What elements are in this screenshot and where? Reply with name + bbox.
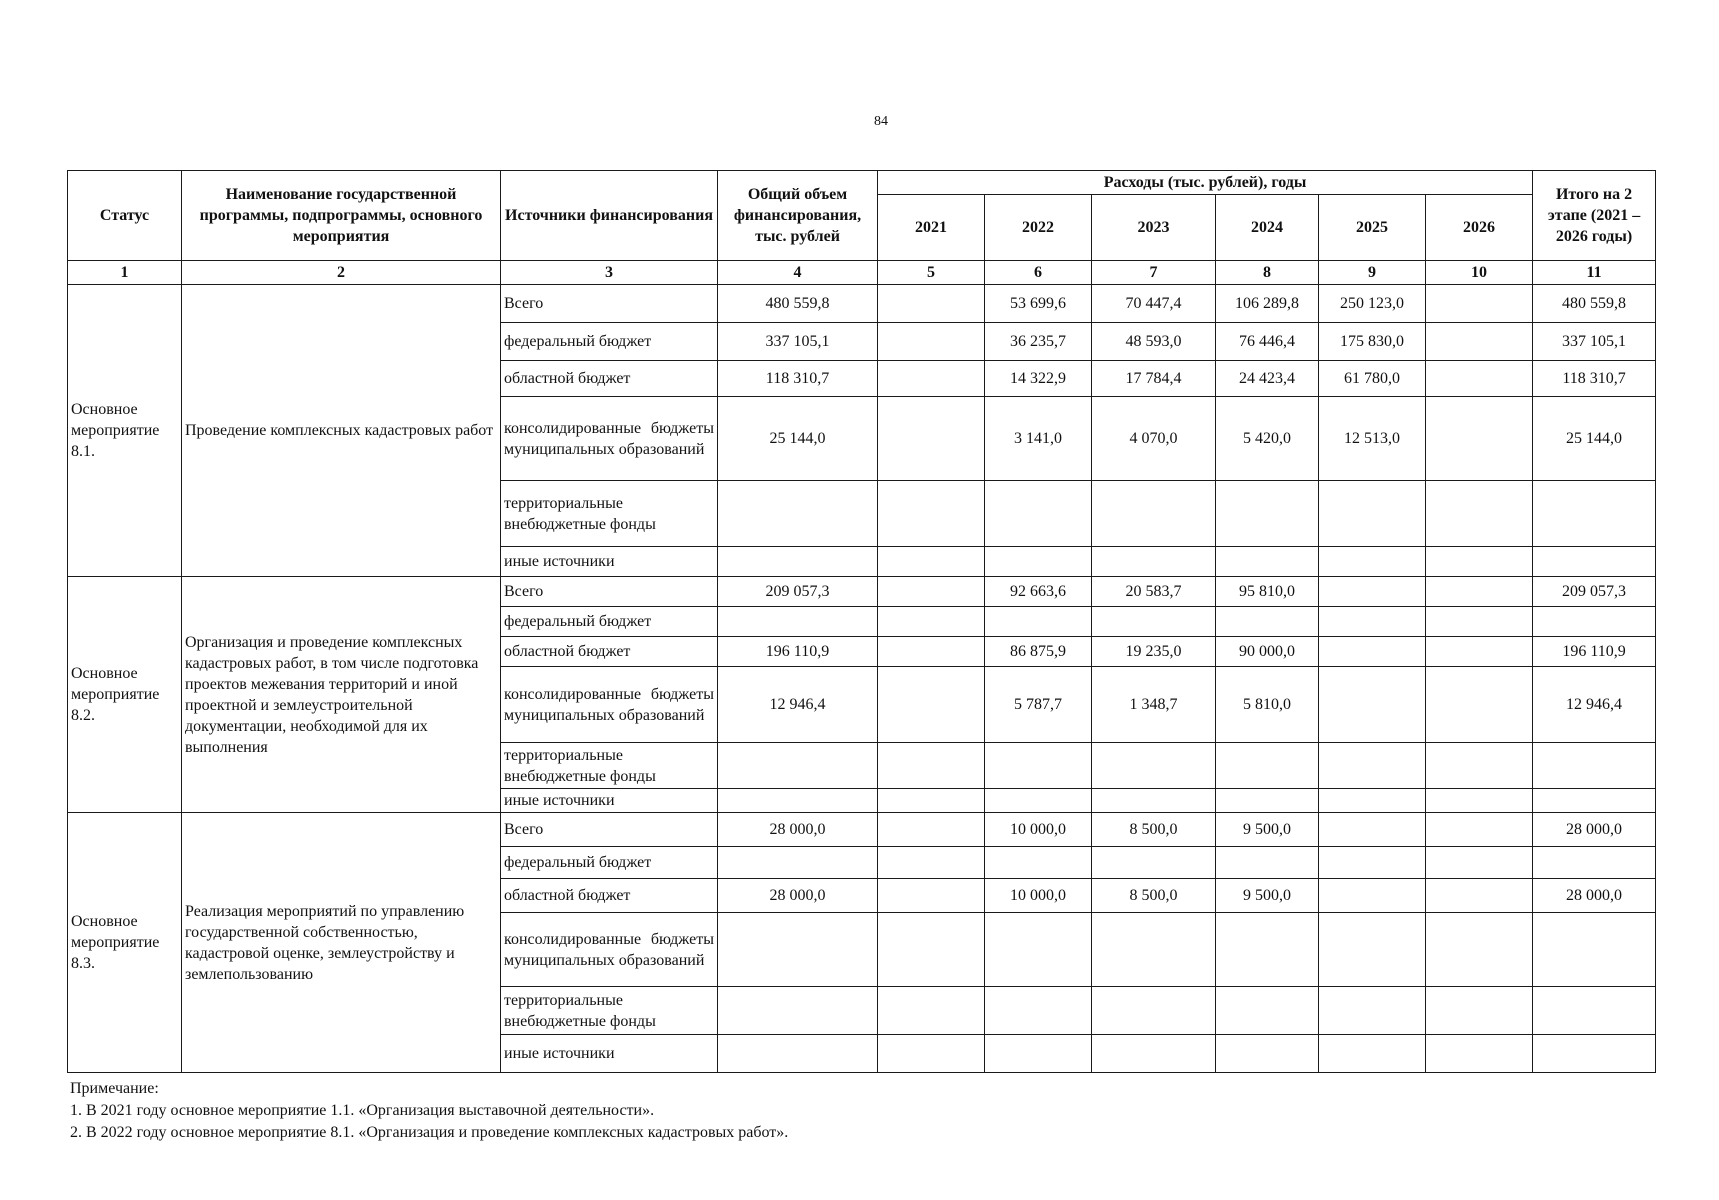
amount-y2022 xyxy=(985,481,1092,547)
amount-y2026 xyxy=(1426,813,1533,847)
amount-y2022: 3 141,0 xyxy=(985,397,1092,481)
amount-y2024 xyxy=(1216,1035,1319,1073)
amount-y2024 xyxy=(1216,743,1319,789)
amount-y2024 xyxy=(1216,607,1319,637)
column-index: 6 xyxy=(985,261,1092,285)
amount-y2023 xyxy=(1092,847,1216,879)
amount-stage-total xyxy=(1533,789,1656,813)
amount-y2023: 70 447,4 xyxy=(1092,285,1216,323)
funding-source-label: федеральный бюджет xyxy=(504,333,652,350)
amount-y2023 xyxy=(1092,481,1216,547)
amount-y2026 xyxy=(1426,743,1533,789)
amount-y2026 xyxy=(1426,1035,1533,1073)
amount-y2024 xyxy=(1216,987,1319,1035)
amount-y2021 xyxy=(878,813,985,847)
funding-source xyxy=(501,879,718,913)
amount-stage-total: 196 110,9 xyxy=(1533,637,1656,667)
amount-y2022: 5 787,7 xyxy=(985,667,1092,743)
amount-total xyxy=(718,481,878,547)
amount-y2024 xyxy=(1216,481,1319,547)
amount-y2024 xyxy=(1216,547,1319,577)
amount-y2025 xyxy=(1319,1035,1426,1073)
table-row xyxy=(68,813,1656,847)
column-index: 10 xyxy=(1426,261,1533,285)
amount-y2026 xyxy=(1426,323,1533,361)
header-expenses-group: Расходы (тыс. рублей), годы xyxy=(878,171,1533,195)
amount-y2022 xyxy=(985,987,1092,1035)
amount-y2022: 10 000,0 xyxy=(985,879,1092,913)
amount-y2026 xyxy=(1426,361,1533,397)
column-index: 9 xyxy=(1319,261,1426,285)
amount-y2021 xyxy=(878,397,985,481)
amount-total xyxy=(718,743,878,789)
amount-stage-total: 28 000,0 xyxy=(1533,879,1656,913)
table-row xyxy=(68,285,1656,323)
amount-y2025 xyxy=(1319,667,1426,743)
funding-source-label: территориальные внебюджетные фонды xyxy=(504,494,656,533)
amount-y2026 xyxy=(1426,789,1533,813)
amount-y2021 xyxy=(878,577,985,607)
amount-y2023 xyxy=(1092,987,1216,1035)
column-index: 5 xyxy=(878,261,985,285)
amount-y2022 xyxy=(985,913,1092,987)
funding-source-label: областной бюджет xyxy=(504,370,631,387)
amount-y2024: 5 810,0 xyxy=(1216,667,1319,743)
amount-y2025 xyxy=(1319,577,1426,607)
funding-source-label: федеральный бюджет xyxy=(504,613,652,630)
amount-y2022 xyxy=(985,743,1092,789)
table-row xyxy=(68,577,1656,607)
amount-y2025 xyxy=(1319,547,1426,577)
activity-name: Реализация мероприятий по управлению государственной собственностью, кадастровой оценке, землеустройству и землепользованию xyxy=(182,813,501,1073)
column-index: 2 xyxy=(182,261,501,285)
funding-source xyxy=(501,547,718,577)
amount-y2026 xyxy=(1426,847,1533,879)
amount-y2025 xyxy=(1319,987,1426,1035)
amount-y2026 xyxy=(1426,547,1533,577)
note-item: 1. В 2021 году основное мероприятие 1.1. «Организация выставочной деятельности». xyxy=(70,1102,655,1119)
amount-y2021 xyxy=(878,847,985,879)
activity-name: Организация и проведение комплексных кадастровых работ, в том числе подготовка проектов межевания территорий и иной проектной и землеустроительной документации, необходимой для их выполнения xyxy=(182,577,501,813)
amount-stage-total: 28 000,0 xyxy=(1533,813,1656,847)
amount-y2025: 175 830,0 xyxy=(1319,323,1426,361)
amount-total xyxy=(718,847,878,879)
activity-status: Основное мероприятие 8.3. xyxy=(68,813,182,1073)
amount-y2026 xyxy=(1426,577,1533,607)
column-index: 11 xyxy=(1533,261,1656,285)
funding-source-label: консолидированные бюджеты муниципальных образований xyxy=(504,685,714,724)
amount-y2023 xyxy=(1092,547,1216,577)
amount-y2021 xyxy=(878,607,985,637)
amount-y2022: 10 000,0 xyxy=(985,813,1092,847)
amount-y2025 xyxy=(1319,813,1426,847)
funding-source xyxy=(501,285,718,323)
amount-y2025 xyxy=(1319,789,1426,813)
funding-source xyxy=(501,323,718,361)
amount-total: 196 110,9 xyxy=(718,637,878,667)
funding-source xyxy=(501,481,718,547)
amount-y2022: 92 663,6 xyxy=(985,577,1092,607)
funding-source xyxy=(501,789,718,813)
amount-stage-total xyxy=(1533,847,1656,879)
header-stage-total: Итого на 2 этапе (2021 – 2026 годы) xyxy=(1533,171,1656,261)
funding-source xyxy=(501,913,718,987)
amount-stage-total xyxy=(1533,607,1656,637)
amount-stage-total xyxy=(1533,481,1656,547)
funding-source xyxy=(501,987,718,1035)
funding-source xyxy=(501,607,718,637)
amount-y2022: 86 875,9 xyxy=(985,637,1092,667)
amount-y2023 xyxy=(1092,607,1216,637)
header-year: 2026 xyxy=(1426,195,1533,261)
amount-y2025 xyxy=(1319,847,1426,879)
amount-y2025 xyxy=(1319,607,1426,637)
header-status: Статус xyxy=(68,171,182,261)
amount-y2021 xyxy=(878,547,985,577)
header-year: 2022 xyxy=(985,195,1092,261)
funding-source-label: Всего xyxy=(504,295,544,312)
funding-source-label: областной бюджет xyxy=(504,887,631,904)
amount-y2022 xyxy=(985,789,1092,813)
activity-name: Проведение комплексных кадастровых работ xyxy=(182,285,501,577)
amount-y2021 xyxy=(878,1035,985,1073)
funding-source-label: областной бюджет xyxy=(504,643,631,660)
page-number: 84 xyxy=(874,114,888,129)
amount-y2024: 9 500,0 xyxy=(1216,879,1319,913)
amount-y2021 xyxy=(878,323,985,361)
amount-y2026 xyxy=(1426,987,1533,1035)
amount-y2021 xyxy=(878,637,985,667)
header-year: 2025 xyxy=(1319,195,1426,261)
amount-y2026 xyxy=(1426,481,1533,547)
amount-total: 12 946,4 xyxy=(718,667,878,743)
amount-y2026 xyxy=(1426,637,1533,667)
notes xyxy=(70,1078,1570,1144)
amount-y2023 xyxy=(1092,1035,1216,1073)
amount-stage-total xyxy=(1533,547,1656,577)
header-year: 2023 xyxy=(1092,195,1216,261)
funding-source-label: иные источники xyxy=(504,1045,615,1062)
amount-y2022 xyxy=(985,547,1092,577)
amount-y2026 xyxy=(1426,913,1533,987)
funding-source-label: Всего xyxy=(504,583,544,600)
column-index: 4 xyxy=(718,261,878,285)
amount-y2026 xyxy=(1426,879,1533,913)
column-index: 7 xyxy=(1092,261,1216,285)
funding-source-label: иные источники xyxy=(504,553,615,570)
financing-table xyxy=(67,170,1656,1073)
amount-y2022 xyxy=(985,607,1092,637)
amount-y2021 xyxy=(878,361,985,397)
notes-title: Примечание: xyxy=(70,1080,159,1097)
amount-stage-total: 12 946,4 xyxy=(1533,667,1656,743)
amount-y2023: 8 500,0 xyxy=(1092,813,1216,847)
amount-y2021 xyxy=(878,987,985,1035)
funding-source xyxy=(501,397,718,481)
amount-y2023: 1 348,7 xyxy=(1092,667,1216,743)
amount-y2023 xyxy=(1092,913,1216,987)
amount-total xyxy=(718,1035,878,1073)
amount-total: 118 310,7 xyxy=(718,361,878,397)
amount-total: 28 000,0 xyxy=(718,879,878,913)
amount-stage-total: 480 559,8 xyxy=(1533,285,1656,323)
amount-y2022: 14 322,9 xyxy=(985,361,1092,397)
funding-source-label: территориальные внебюджетные фонды xyxy=(504,746,656,785)
funding-source xyxy=(501,1035,718,1073)
funding-source xyxy=(501,637,718,667)
amount-y2024: 106 289,8 xyxy=(1216,285,1319,323)
amount-y2021 xyxy=(878,913,985,987)
column-index: 3 xyxy=(501,261,718,285)
amount-y2022 xyxy=(985,1035,1092,1073)
amount-total: 28 000,0 xyxy=(718,813,878,847)
funding-source xyxy=(501,813,718,847)
amount-y2023: 17 784,4 xyxy=(1092,361,1216,397)
amount-y2024: 9 500,0 xyxy=(1216,813,1319,847)
amount-y2023: 8 500,0 xyxy=(1092,879,1216,913)
amount-y2023 xyxy=(1092,743,1216,789)
funding-source-label: федеральный бюджет xyxy=(504,854,652,871)
amount-total xyxy=(718,547,878,577)
column-index: 8 xyxy=(1216,261,1319,285)
amount-total: 337 105,1 xyxy=(718,323,878,361)
amount-stage-total: 337 105,1 xyxy=(1533,323,1656,361)
amount-y2021 xyxy=(878,481,985,547)
funding-source xyxy=(501,361,718,397)
amount-y2021 xyxy=(878,789,985,813)
amount-total xyxy=(718,607,878,637)
amount-y2022: 53 699,6 xyxy=(985,285,1092,323)
header-source: Источники финансирования xyxy=(501,171,718,261)
amount-y2024: 76 446,4 xyxy=(1216,323,1319,361)
amount-total xyxy=(718,789,878,813)
funding-source xyxy=(501,577,718,607)
funding-source-label: консолидированные бюджеты муниципальных образований xyxy=(504,419,714,458)
amount-y2025 xyxy=(1319,879,1426,913)
amount-stage-total: 118 310,7 xyxy=(1533,361,1656,397)
amount-total xyxy=(718,913,878,987)
header-year: 2024 xyxy=(1216,195,1319,261)
amount-y2025 xyxy=(1319,637,1426,667)
amount-y2026 xyxy=(1426,667,1533,743)
amount-y2024 xyxy=(1216,913,1319,987)
amount-y2021 xyxy=(878,667,985,743)
amount-y2025 xyxy=(1319,481,1426,547)
amount-y2026 xyxy=(1426,397,1533,481)
amount-y2021 xyxy=(878,285,985,323)
funding-source xyxy=(501,847,718,879)
amount-stage-total xyxy=(1533,1035,1656,1073)
funding-source xyxy=(501,743,718,789)
amount-y2021 xyxy=(878,879,985,913)
column-index: 1 xyxy=(68,261,182,285)
funding-source-label: территориальные внебюджетные фонды xyxy=(504,991,656,1030)
amount-y2023 xyxy=(1092,789,1216,813)
amount-y2023: 48 593,0 xyxy=(1092,323,1216,361)
header-total: Общий объем финансирования, тыс. рублей xyxy=(718,171,878,261)
amount-total: 25 144,0 xyxy=(718,397,878,481)
amount-total xyxy=(718,987,878,1035)
amount-y2025: 61 780,0 xyxy=(1319,361,1426,397)
amount-y2026 xyxy=(1426,285,1533,323)
amount-y2024 xyxy=(1216,789,1319,813)
note-item: 2. В 2022 году основное мероприятие 8.1. «Организация и проведение комплексных кадастровых работ». xyxy=(70,1124,789,1141)
amount-y2024: 90 000,0 xyxy=(1216,637,1319,667)
amount-y2022: 36 235,7 xyxy=(985,323,1092,361)
amount-y2024 xyxy=(1216,847,1319,879)
amount-stage-total: 209 057,3 xyxy=(1533,577,1656,607)
funding-source xyxy=(501,667,718,743)
amount-y2025: 250 123,0 xyxy=(1319,285,1426,323)
amount-y2023: 20 583,7 xyxy=(1092,577,1216,607)
amount-total: 480 559,8 xyxy=(718,285,878,323)
header-name: Наименование государственной программы, подпрограммы, основного мероприятия xyxy=(182,171,501,261)
activity-status: Основное мероприятие 8.2. xyxy=(68,577,182,813)
amount-y2025 xyxy=(1319,743,1426,789)
amount-stage-total xyxy=(1533,743,1656,789)
activity-status: Основное мероприятие 8.1. xyxy=(68,285,182,577)
amount-stage-total: 25 144,0 xyxy=(1533,397,1656,481)
amount-y2021 xyxy=(878,743,985,789)
funding-source-label: Всего xyxy=(504,821,544,838)
amount-stage-total xyxy=(1533,987,1656,1035)
amount-y2025 xyxy=(1319,913,1426,987)
amount-y2024: 95 810,0 xyxy=(1216,577,1319,607)
amount-y2023: 19 235,0 xyxy=(1092,637,1216,667)
funding-source-label: иные источники xyxy=(504,792,615,809)
amount-y2022 xyxy=(985,847,1092,879)
amount-y2024: 5 420,0 xyxy=(1216,397,1319,481)
funding-source-label: консолидированные бюджеты муниципальных образований xyxy=(504,930,714,969)
amount-y2024: 24 423,4 xyxy=(1216,361,1319,397)
amount-stage-total xyxy=(1533,913,1656,987)
amount-y2023: 4 070,0 xyxy=(1092,397,1216,481)
amount-total: 209 057,3 xyxy=(718,577,878,607)
amount-y2025: 12 513,0 xyxy=(1319,397,1426,481)
amount-y2026 xyxy=(1426,607,1533,637)
header-year: 2021 xyxy=(878,195,985,261)
